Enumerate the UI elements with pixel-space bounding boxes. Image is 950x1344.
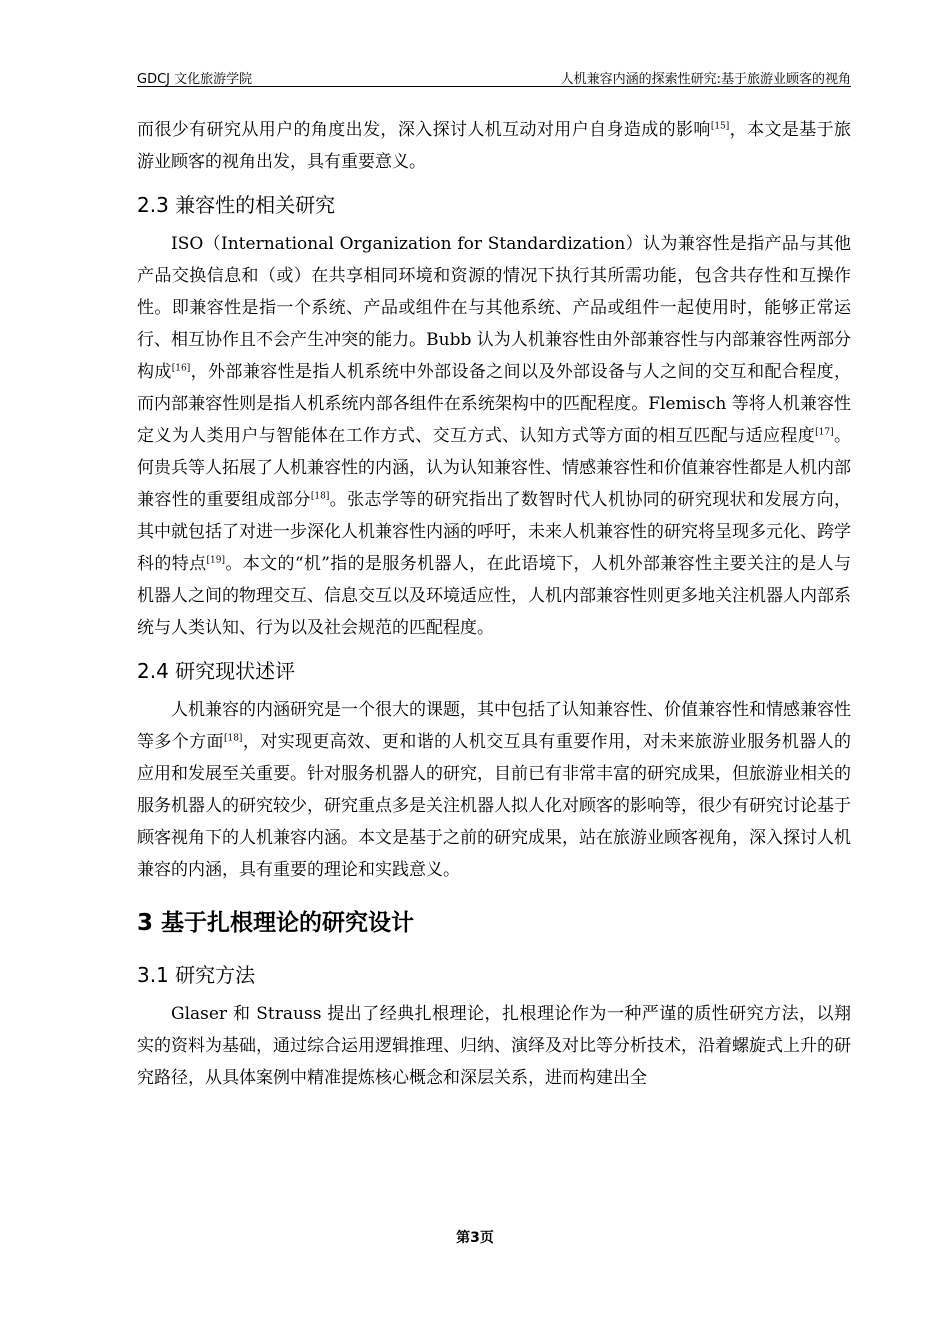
citation-ref: [18] bbox=[310, 491, 330, 502]
paragraph-continued: 而很少有研究从用户的角度出发，深入探讨人机互动对用户自身造成的影响[15]，本文是基于旅游业顾客的视角出发，具有重要意义。 bbox=[137, 120, 852, 172]
header-paper-title: 人机兼容内涵的探索性研究:基于旅游业顾客的视角 bbox=[560, 72, 851, 87]
header-institution: GDCJ 文化旅游学院 bbox=[137, 72, 253, 87]
citation-ref: [15] bbox=[710, 121, 730, 132]
chapter-heading-3: 3 基于扎根理论的研究设计 bbox=[137, 910, 415, 936]
page-content bbox=[137, 114, 851, 1094]
citation-ref: [19] bbox=[206, 555, 225, 566]
paragraph-2-3: ISO（International Organization for Standardization）认为兼容性是指产品与其他产品交换信息和（或）在共享相同环境和资源的情况下执行其所需功能，包含共存性和互操作性。即兼容性是指一个系统、产品或组件在与其他系统、产品或组件一起使用时，能够正常运行、相互协作且不会产生冲突的能力。Bubb 认为人机兼容性由外部兼容性与内部兼容性两部分构成[16]，外部兼容性是指人机系统中外部设备之间以及外部设备与人之间的交互和配合程度，而内部兼容性则是指人机系统内部各组件在系统架构中的匹配程度。Flemisch 等将人机兼容性定义为人类用户与智能体在工作方式、交互方式、认知方式等方面的相互匹配与适应程度[17]。何贵兵等人拓展了人机兼容性的内涵，认为认知兼容性、情感兼容性和价值兼容性都是人机内部兼容性的重要组成部分[18]。张志学等的研究指出了数智时代人机协同的研究现状和发展方向，其中就包括了对进一步深化人机兼容性内涵的呼吁，未来人机兼容性的研究将呈现多元化、跨学科的特点[19]。本文的“机”指的是服务机器人，在此语境下，人机外部兼容性主要关注的是人与机器人之间的物理交互、信息交互以及环境适应性，人机内部兼容性则更多地关注机器人内部系统与人类认知、行为以及社会规范的匹配程度。 bbox=[137, 234, 852, 638]
page-number: 第3页 bbox=[456, 1230, 494, 1246]
page-header bbox=[137, 66, 851, 87]
section-heading-2-4: 2.4 研究现状述评 bbox=[137, 659, 296, 683]
section-heading-3-1: 3.1 研究方法 bbox=[137, 963, 256, 987]
citation-ref: [18] bbox=[223, 733, 243, 744]
section-heading-2-3: 2.3 兼容性的相关研究 bbox=[137, 193, 336, 217]
citation-ref: [17] bbox=[815, 427, 834, 438]
paragraph-3-1: Glaser 和 Strauss 提出了经典扎根理论，扎根理论作为一种严谨的质性研究方法，以翔实的资料为基础，通过综合运用逻辑推理、归纳、演绎及对比等分析技术，沿着螺旋式上升的研究路径，从具体案例中精准提炼核心概念和深层关系，进而构建出全 bbox=[137, 1004, 851, 1088]
paragraph-2-4: 人机兼容的内涵研究是一个很大的课题，其中包括了认知兼容性、价值兼容性和情感兼容性等多个方面[18]，对实现更高效、更和谐的人机交互具有重要作用，对未来旅游业服务机器人的应用和发展至关重要。针对服务机器人的研究，目前已有非常丰富的研究成果，但旅游业相关的服务机器人的研究较少，研究重点多是关注机器人拟人化对顾客的影响等，很少有研究讨论基于顾客视角下的人机兼容内涵。本文是基于之前的研究成果，站在旅游业顾客视角，深入探讨人机兼容的内涵，具有重要的理论和实践意义。 bbox=[137, 700, 852, 880]
citation-ref: [16] bbox=[171, 363, 191, 374]
